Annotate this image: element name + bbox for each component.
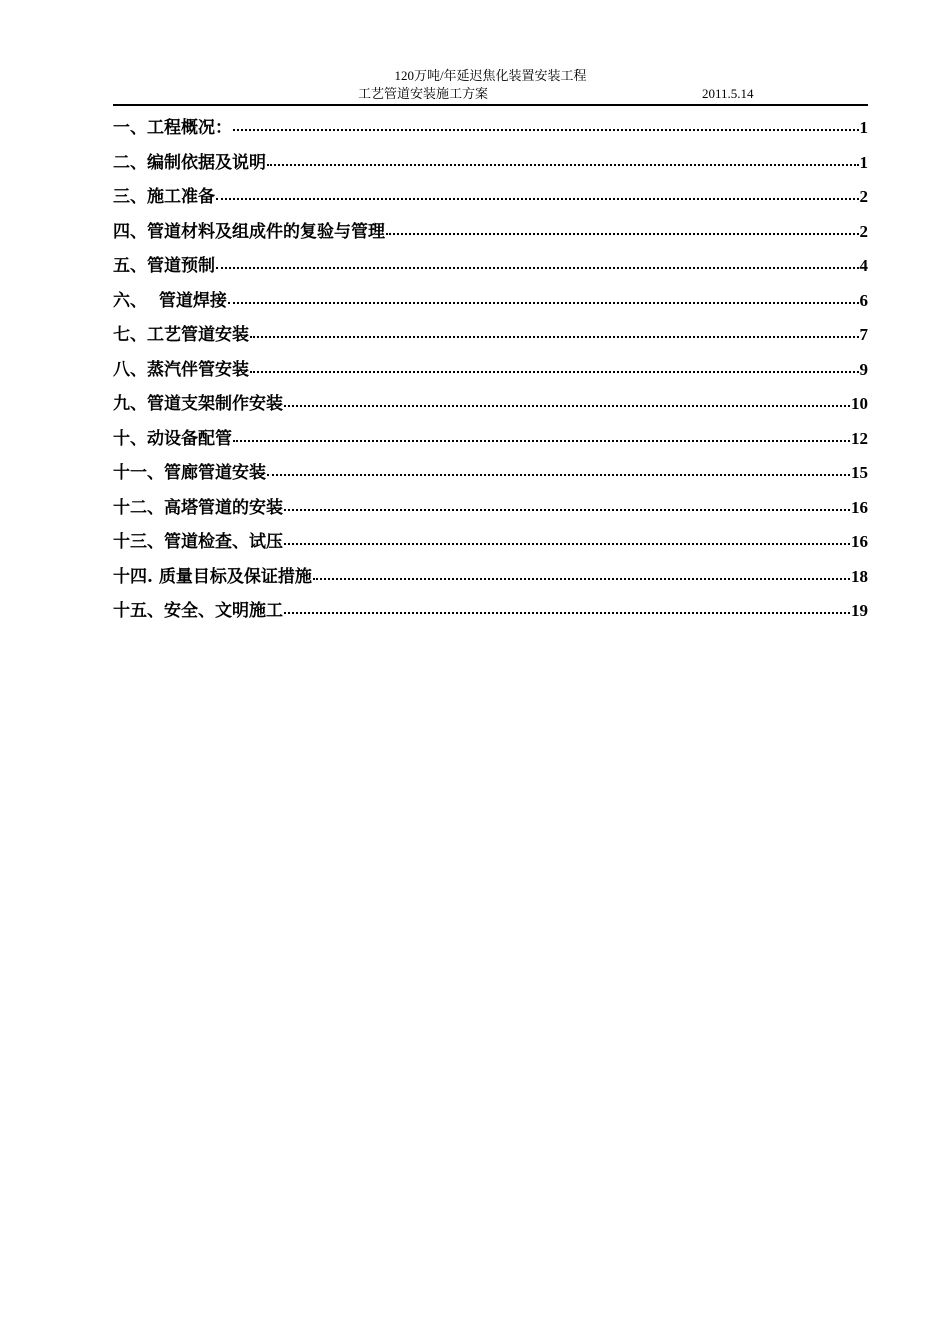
- toc-entry[interactable]: [113, 286, 868, 321]
- toc-dot-leader: [386, 232, 859, 235]
- toc-entry-page: 19: [851, 601, 868, 620]
- toc-entry-page: 18: [851, 566, 868, 586]
- toc-dot-leader: [250, 370, 859, 373]
- toc-dot-leader: [233, 439, 850, 442]
- toc-entry[interactable]: [113, 355, 868, 390]
- toc-entry-page: 16: [851, 497, 868, 517]
- toc-entry-page: 7: [859, 325, 868, 344]
- toc-entry[interactable]: [113, 596, 868, 631]
- toc-entry-title: 一、工程概况：: [113, 118, 232, 138]
- toc-entry[interactable]: [113, 562, 868, 597]
- toc-dot-leader: [284, 542, 850, 545]
- toc-entry-title: 三、施工准备: [113, 187, 215, 207]
- toc-entry-title: 十四. 质量目标及保证措施: [113, 566, 312, 587]
- toc-entry-title: 六、 管道焊接: [113, 290, 227, 311]
- toc-entry-page: 1: [859, 118, 868, 137]
- toc-entry-title: 七、工艺管道安装: [113, 325, 249, 345]
- toc-entry-page: 16: [851, 532, 868, 551]
- toc-dot-leader: [216, 266, 859, 269]
- toc-entry-page: 1: [859, 152, 868, 172]
- page-header: [113, 66, 868, 106]
- toc-dot-leader: [284, 508, 850, 511]
- toc-entry-title: 九、管道支架制作安装: [113, 394, 283, 414]
- toc-entry-title: 二、编制依据及说明: [113, 152, 266, 173]
- toc-entry-page: 6: [859, 290, 868, 310]
- toc-entry-page: 10: [851, 394, 868, 413]
- toc-entry[interactable]: [113, 251, 868, 286]
- toc-entry-page: 4: [859, 256, 868, 275]
- toc-dot-leader: [267, 163, 859, 166]
- toc-dot-leader: [216, 197, 859, 200]
- toc-dot-leader: [228, 301, 859, 304]
- toc-entry[interactable]: [113, 527, 868, 562]
- toc-entry[interactable]: [113, 389, 868, 424]
- toc-entry-page: 2: [859, 187, 868, 206]
- document-title: 工艺管道安装施工方案: [358, 86, 489, 101]
- toc-entry[interactable]: [113, 148, 868, 183]
- toc-entry-title: 十一、管廊管道安装: [113, 463, 266, 483]
- toc-entry-title: 五、管道预制: [113, 256, 215, 276]
- toc-entry-title: 十五、安全、文明施工: [113, 601, 283, 621]
- toc-entry-page: 15: [851, 463, 868, 482]
- toc-dot-leader: [284, 611, 850, 614]
- toc-entry-title: 十、动设备配管: [113, 428, 232, 449]
- table-of-contents: [113, 113, 868, 631]
- toc-entry[interactable]: [113, 424, 868, 459]
- toc-entry-page: 12: [851, 428, 868, 448]
- toc-entry[interactable]: [113, 458, 868, 493]
- toc-dot-leader: [233, 128, 859, 131]
- toc-dot-leader: [284, 404, 850, 407]
- toc-entry-title: 四、管道材料及组成件的复验与管理: [113, 221, 385, 242]
- toc-entry[interactable]: [113, 217, 868, 252]
- toc-entry-page: 2: [859, 221, 868, 241]
- toc-entry[interactable]: [113, 113, 868, 148]
- toc-entry[interactable]: [113, 320, 868, 355]
- toc-dot-leader: [267, 473, 850, 476]
- project-title: 120万吨/年延迟焦化装置安装工程: [394, 68, 587, 83]
- toc-entry-page: 9: [859, 359, 868, 379]
- document-date: 2011.5.14: [702, 86, 754, 101]
- toc-entry-title: 十二、高塔管道的安装: [113, 497, 283, 518]
- toc-dot-leader: [250, 335, 859, 338]
- toc-dot-leader: [313, 577, 850, 580]
- toc-entry[interactable]: [113, 182, 868, 217]
- toc-entry-title: 八、蒸汽伴管安装: [113, 359, 249, 380]
- toc-entry[interactable]: [113, 493, 868, 528]
- toc-entry-title: 十三、管道检查、试压: [113, 532, 283, 552]
